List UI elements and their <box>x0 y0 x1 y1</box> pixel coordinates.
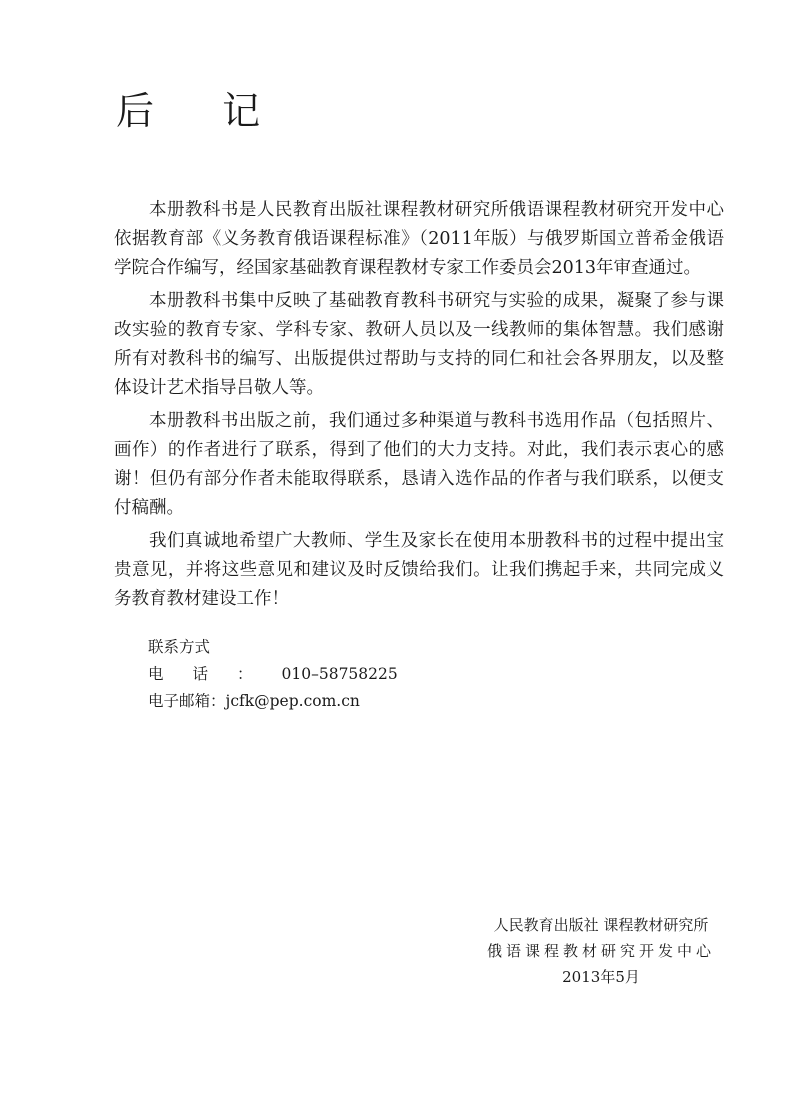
paragraph-2: 本册教科书集中反映了基础教育教科书研究与实验的成果，凝聚了参与课改实验的教育专家、学科专家、教研人员以及一线教师的集体智慧。我们感谢所有对教科书的编写、出版提供过帮助与支持的同仁和社会各界朋友，以及整体设计艺术指导吕敬人等。 <box>114 291 724 398</box>
paragraph-1: 本册教科书是人民教育出版社课程教材研究所俄语课程教材研究开发中心依据教育部《义务教育俄语课程标准》（2011年版）与俄罗斯国立普希金俄语学院合作编写，经国家基础教育课程教材专家工作委员会2013年审查通过。 <box>114 200 724 278</box>
email-row <box>148 688 398 715</box>
email-address: jcfk@pep.com.cn <box>225 692 360 710</box>
phone-number: 010–58758225 <box>281 665 398 683</box>
paragraph-4: 我们真诚地希望广大教师、学生及家长在使用本册教科书的过程中提出宝贵意见，并将这些意见和建议及时反馈给我们。让我们携起手来，共同完成义务教育教材建设工作！ <box>114 531 724 609</box>
phone-label: 电话： <box>148 665 282 683</box>
contact-block <box>148 634 398 715</box>
center-line: 俄语课程教材研究开发中心 <box>486 942 715 960</box>
contact-heading: 联系方式 <box>148 638 211 656</box>
date-line: 2013年5月 <box>562 968 640 986</box>
phone-row <box>148 661 398 688</box>
publisher-signature <box>470 912 732 990</box>
paragraph-3: 本册教科书出版之前，我们通过多种渠道与教科书选用作品（包括照片、画作）的作者进行了联系，得到了他们的大力支持。对此，我们表示衷心的感谢！但仍有部分作者未能取得联系，恳请入选作品的作者与我们联系，以便支付稿酬。 <box>114 411 724 518</box>
publisher-line: 人民教育出版社 课程教材研究所 <box>493 916 709 934</box>
page-title: 后 记 <box>116 89 289 133</box>
body-text <box>114 196 724 618</box>
email-label: 电子邮箱： <box>148 692 226 710</box>
